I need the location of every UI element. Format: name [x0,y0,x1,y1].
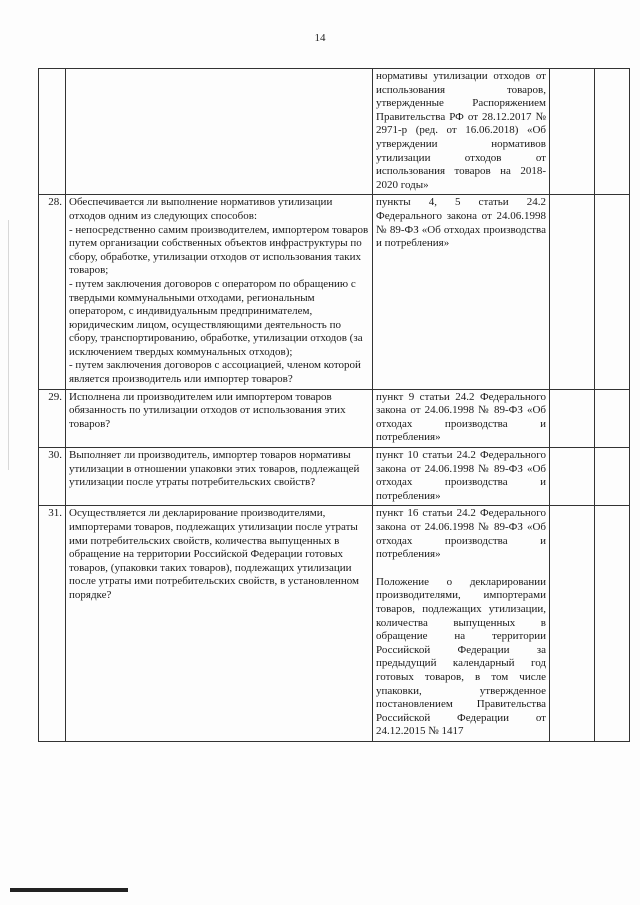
note-cell [595,448,630,506]
bottom-rule [10,888,128,892]
answer-cell [550,389,595,447]
table-row [39,389,630,447]
paragraph-gap [376,562,546,576]
legal-reference-text: пункт 16 статьи 24.2 Федерального закона от 24.06.1998 № 89-ФЗ «Об отходах производства и потребления» [376,507,546,561]
answer-cell [550,195,595,389]
requirements-table-body [39,69,630,742]
legal-reference-text: нормативы утилизации отходов от использования товаров, утвержденные Распоряжением Правительства РФ от 28.12.2017 № 2971-р (ред. от 16.06.2018) «Об утверждении нормативов утилизации отходов от использования товаров на 2018-2020 годы» [376,70,546,191]
table-row [39,69,630,195]
question-cell [66,389,373,447]
legal-reference-text: пункт 9 статьи 24.2 Федерального закона от 24.06.1998 № 89-ФЗ «Об отходах производства и потребления» [376,390,546,444]
legal-reference-cell [373,506,550,742]
note-cell [595,195,630,389]
row-number: 29. [39,389,66,447]
legal-reference-cell [373,448,550,506]
row-number: 31. [39,506,66,742]
question-cell [66,448,373,506]
row-number [39,69,66,195]
question-cell [66,69,373,195]
legal-reference-text: пункт 10 статьи 24.2 Федерального закона от 24.06.1998 № 89-ФЗ «Об отходах производства и потребления» [376,449,546,502]
question-cell [66,506,373,742]
question-text: Выполняет ли производитель, импортер товаров нормативы утилизации в отношении упаковки этих товаров, подлежащей утилизации после утраты потребительских свойств? [69,449,360,489]
note-cell [595,69,630,195]
note-cell [595,389,630,447]
answer-cell [550,69,595,195]
table-row [39,195,630,389]
row-number: 30. [39,448,66,506]
page-number: 14 [314,32,326,44]
question-cell [66,195,373,389]
legal-reference-text: пункты 4, 5 статьи 24.2 Федерального закона от 24.06.1998 № 89-ФЗ «Об отходах производства и потребления» [376,196,546,250]
legal-reference-text: Положение о декларировании производителями, импортерами товаров, подлежащих утилизации, количества выпущенных в обращение на территории Российской Федерации за предыдущий календарный год готовых товаров, в том числе упаковки, утвержденное постановлением Правительства Российской Федерации от 24.12.2015 № 1417 [376,575,546,738]
scan-margin-mark [8,220,9,470]
legal-reference-cell [373,195,550,389]
row-number: 28. [39,195,66,389]
question-text: Обеспечивается ли выполнение нормативов утилизации отходов одним из следующих способов: - непосредственно самим производителем, импортером товаров путем организации собственных объектов инфраструктуры по сбору, обработке, утилизации отходов от использования таких товаров; - путем заключения договоров с оператором по обращению с твердыми коммунальными отходами, региональным оператором, с индивидуальным предпринимателем, юридическим лицом, осуществляющими деятельность по сбору, транспортированию, обработке, утилизации отходов (за исключением твердых коммунальных отходов); - путем заключения договоров с ассоциацией, членом которой является производитель или импортер товаров? [69,196,369,386]
table-row [39,448,630,506]
legal-reference-cell [373,389,550,447]
legal-reference-cell [373,69,550,195]
table-row [39,506,630,742]
answer-cell [550,448,595,506]
requirements-table [38,68,630,742]
note-cell [595,506,630,742]
question-text: Осуществляется ли декларирование производителями, импортерами товаров, подлежащих утилизации после утраты ими потребительских свойств, количества выпущенных в обращение на территории Российской Федерации готовых товаров, (упаковки таких товаров), подлежащих утилизации после утраты ими потребительских свойств, в установленном порядке? [69,507,359,601]
answer-cell [550,506,595,742]
question-text: Исполнена ли производителем или импортером товаров обязанность по утилизации отходов от использования этих товаров? [69,390,346,430]
